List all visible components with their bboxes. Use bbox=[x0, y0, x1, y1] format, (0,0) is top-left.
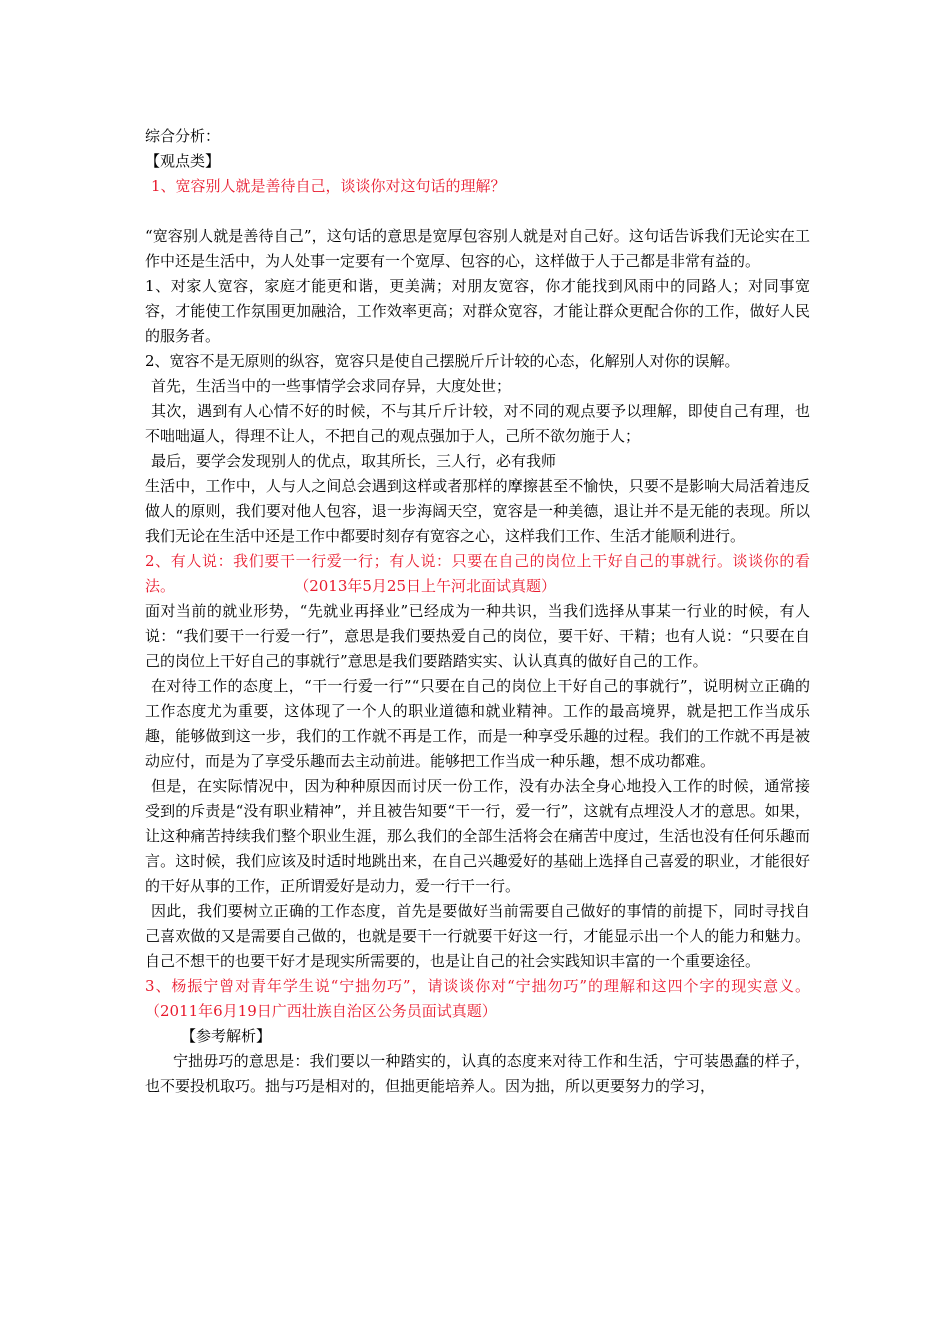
q1-paragraph: 首先，生活当中的一些事情学会求同存异，大度处世； bbox=[151, 377, 512, 395]
q2-paragraph: 因此，我们要树立正确的工作态度，首先是要做好当前需要自己做好的事情的前提下，同时寻找自己喜欢做的又是需要自己做的，也就是要干一行就要干好这一行，才能显示出一个人的能力和魅力。自己不想干的也要干好才是现实所需要的，也是让自己的社会实践知识丰富的一个重要途径。 bbox=[145, 902, 810, 970]
q1-paragraph: “宽容别人就是善待自己”，这句话的意思是宽厚包容别人就是对自己好。这句话告诉我们无论实在工作中还是生活中，为人处事一定要有一个宽厚、包容的心，这样做于人于己都是非常有益的。 bbox=[145, 227, 810, 270]
section-heading: 综合分析： bbox=[145, 127, 221, 145]
q2-paragraph: 但是，在实际情况中，因为种种原因而讨厌一份工作，没有办法全身心地投入工作的时候，通常接受到的斥责是“没有职业精神”，并且被告知要“干一行，爱一行”，这就有点埋没人才的意思。如果，让这种痛苦持续我们整个职业生涯，那么我们的全部生活将会在痛苦中度过，生活也没有任何乐趣而言。这时候，我们应该及时适时地跳出来，在自己兴趣爱好的基础上选择自己喜爱的职业，才能很好的干好从事的工作，正所谓爱好是动力，爱一行干一行。 bbox=[145, 777, 810, 895]
question-2: 2、有人说：我们要干一行爱一行；有人说：只要在自己的岗位上干好自己的事就行。谈谈你的看法。 （2013年5月25日上午河北面试真题） bbox=[145, 552, 810, 595]
q3-paragraph: 宁拙毋巧的意思是：我们要以一种踏实的，认真的态度来对待工作和生活，宁可装愚蠢的样子，也不要投机取巧。拙与巧是相对的，但拙更能培养人。因为拙，所以更要努力的学习， bbox=[145, 1052, 810, 1095]
q1-paragraph: 1、对家人宽容，家庭才能更和谐，更美满；对朋友宽容，你才能找到风雨中的同路人；对同事宽容，才能使工作氛围更加融洽，工作效率更高；对群众宽容，才能让群众更配合你的工作，做好人民的服务者。 bbox=[145, 277, 810, 345]
category-label: 【观点类】 bbox=[145, 152, 221, 170]
q1-paragraph: 生活中，工作中，人与人之间总会遇到这样或者那样的摩擦甚至不愉快，只要不是影响大局活着违反做人的原则，我们要对他人包容，退一步海阔天空，宽容是一种美德，退让并不是无能的表现。所以我们无论在生活中还是工作中都要时刻存有宽容之心，这样我们工作、生活才能顺利进行。 bbox=[145, 477, 810, 545]
reference-label: 【参考解析】 bbox=[181, 1027, 272, 1045]
question-1: 1、宽容别人就是善待自己，谈谈你对这句话的理解？ bbox=[151, 177, 506, 195]
blank-line bbox=[145, 199, 810, 224]
q2-paragraph: 面对当前的就业形势，“先就业再择业”已经成为一种共识，当我们选择从事某一行业的时候，有人说：“我们要干一行爱一行”，意思是我们要热爱自己的岗位，要干好、干精；也有人说：“只要在自己的岗位上干好自己的事就行”意思是我们要踏踏实实、认认真真的做好自己的工作。 bbox=[145, 602, 810, 670]
q2-paragraph: 在对待工作的态度上，“干一行爱一行”“只要在自己的岗位上干好自己的事就行”，说明树立正确的工作态度尤为重要，这体现了一个人的职业道德和就业精神。工作的最高境界，就是把工作当成乐趣，能够做到这一步，我们的工作就不再是工作，而是一种享受乐趣的过程。我们的工作就不再是被动应付，而是为了享受乐趣而去主动前进。能够把工作当成一种乐趣，想不成功都难。 bbox=[145, 677, 810, 770]
q1-paragraph: 其次，遇到有人心情不好的时候，不与其斤斤计较，对不同的观点要予以理解，即使自己有理，也不咄咄逼人，得理不让人，不把自己的观点强加于人，己所不欲勿施于人； bbox=[145, 402, 810, 445]
q1-paragraph: 最后，要学会发现别人的优点，取其所长，三人行，必有我师 bbox=[151, 452, 557, 470]
question-3: 3、杨振宁曾对青年学生说“宁拙勿巧”，请谈谈你对“宁拙勿巧”的理解和这四个字的现实意义。（2011年6月19日广西壮族自治区公务员面试真题） bbox=[145, 977, 810, 1020]
document-page bbox=[145, 124, 810, 1099]
q1-paragraph: 2、宽容不是无原则的纵容，宽容只是使自己摆脱斤斤计较的心态，化解别人对你的误解。 bbox=[145, 352, 740, 370]
